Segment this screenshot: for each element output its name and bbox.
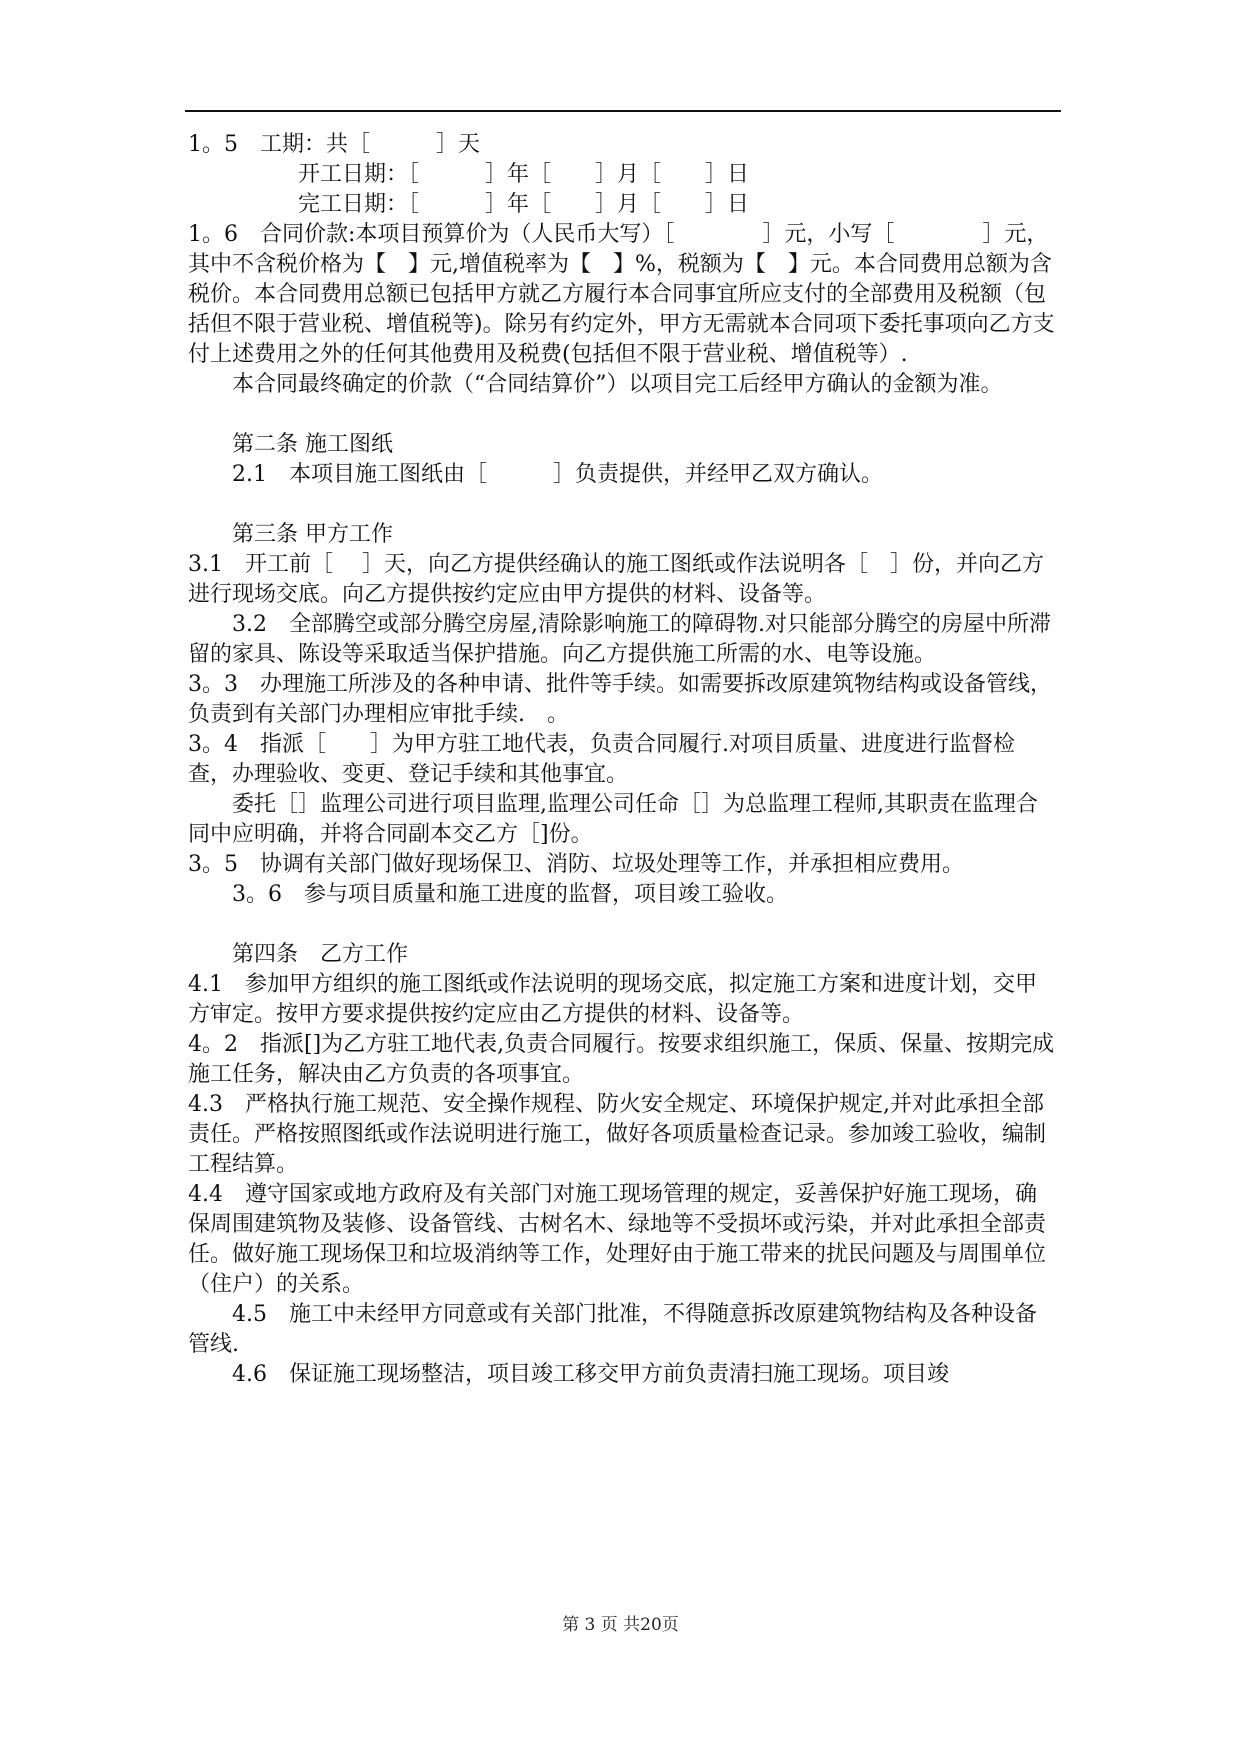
article-3-heading: 第三条 甲方工作 xyxy=(232,522,393,547)
clause-3-6: 3。6 参与项目质量和施工进度的监督，项目竣工验收。 xyxy=(232,882,788,907)
article-4-heading: 第四条 乙方工作 xyxy=(232,942,409,967)
settlement-price-paragraph: 本合同最终确定的价款（“合同结算价”）以项目完工后经甲方确认的金额为准。 xyxy=(232,372,1003,397)
clause-3-4: 3。4 指派［ ］为甲方驻工地代表，负责合同履行.对项目质量、进度进行监督检查，办理验收、变更、登记手续和其他事宜。 xyxy=(188,732,1015,787)
clause-2-1: 2.1 本项目施工图纸由［ ］负责提供，并经甲乙双方确认。 xyxy=(232,462,883,487)
clause-3-1: 3.1 开工前［ ］天，向乙方提供经确认的施工图纸或作法说明各［ ］份，并向乙方进行现场交底。向乙方提供按约定应由甲方提供的材料、设备等。 xyxy=(188,552,1044,607)
document-body xyxy=(188,130,1058,1390)
end-date-line: 完工日期：［ ］年［ ］月［ ］日 xyxy=(188,192,750,217)
clause-3-2: 3.2 全部腾空或部分腾空房屋,清除影响施工的障碍物.对只能部分腾空的房屋中所滞留的家具、陈设等采取适当保护措施。向乙方提供施工所需的水、电等设施。 xyxy=(188,612,1051,667)
start-date-line: 开工日期：［ ］年［ ］月［ ］日 xyxy=(188,162,750,187)
header-rule xyxy=(185,110,1061,112)
clause-4-4: 4.4 遵守国家或地方政府及有关部门对施工现场管理的规定，妥善保护好施工现场，确保周围建筑物及装修、设备管线、古树名木、绿地等不受损坏或污染，并对此承担全部责任。做好施工现场保卫和垃圾消纳等工作，处理好由于施工带来的扰民问题及与周围单位（住户）的关系。 xyxy=(188,1182,1047,1297)
article-2-heading: 第二条 施工图纸 xyxy=(232,432,393,457)
clause-4-1: 4.1 参加甲方组织的施工图纸或作法说明的现场交底，拟定施工方案和进度计划，交甲方审定。按甲方要求提供按约定应由乙方提供的材料、设备等。 xyxy=(188,972,1037,1027)
supervision-paragraph: 委托［］监理公司进行项目监理,监理公司任命［］为总监理工程师,其职责在监理合同中应明确，并将合同副本交乙方［]份。 xyxy=(188,792,1038,847)
clause-1-6: 1。6 合同价款:本项目预算价为（人民币大写）［ ］元，小写［ ］元，其中不含税价格为【 】元,增值税率为【 】%，税额为【 】元。本合同费用总额为含税价。本合同费用总额已包括甲方就乙方履行本合同事宜所应支付的全部费用及税额（包括但不限于营业税、增值税等)。除另有约定外，甲方无需就本合同项下委托事项向乙方支付上述费用之外的任何其他费用及税费(包括但不限于营业税、增值税等）. xyxy=(188,222,1055,367)
clause-4-3: 4.3 严格执行施工规范、安全操作规程、防火安全规定、环境保护规定,并对此承担全部责任。严格按照图纸或作法说明进行施工，做好各项质量检查记录。参加竣工验收，编制工程结算。 xyxy=(188,1092,1047,1177)
clause-1-5: 1。5 工期：共［ ］天 xyxy=(188,132,480,157)
clause-3-3: 3。3 办理施工所涉及的各种申请、批件等手续。如需要拆改原建筑物结构或设备管线，负责到有关部门办理相应审批手续. 。 xyxy=(188,672,1052,727)
clause-3-5: 3。5 协调有关部门做好现场保卫、消防、垃圾处理等工作，并承担相应费用。 xyxy=(188,852,964,877)
clause-4-5: 4.5 施工中未经甲方同意或有关部门批准，不得随意拆改原建筑物结构及各种设备管线. xyxy=(188,1302,1037,1357)
page-footer: 第 3 页 共20页 xyxy=(562,1615,679,1635)
clause-4-2: 4。2 指派[]为乙方驻工地代表,负责合同履行。按要求组织施工，保质、保量、按期完成施工任务，解决由乙方负责的各项事宜。 xyxy=(188,1032,1055,1087)
clause-4-6: 4.6 保证施工现场整洁，项目竣工移交甲方前负责清扫施工现场。项目竣 xyxy=(232,1362,949,1387)
